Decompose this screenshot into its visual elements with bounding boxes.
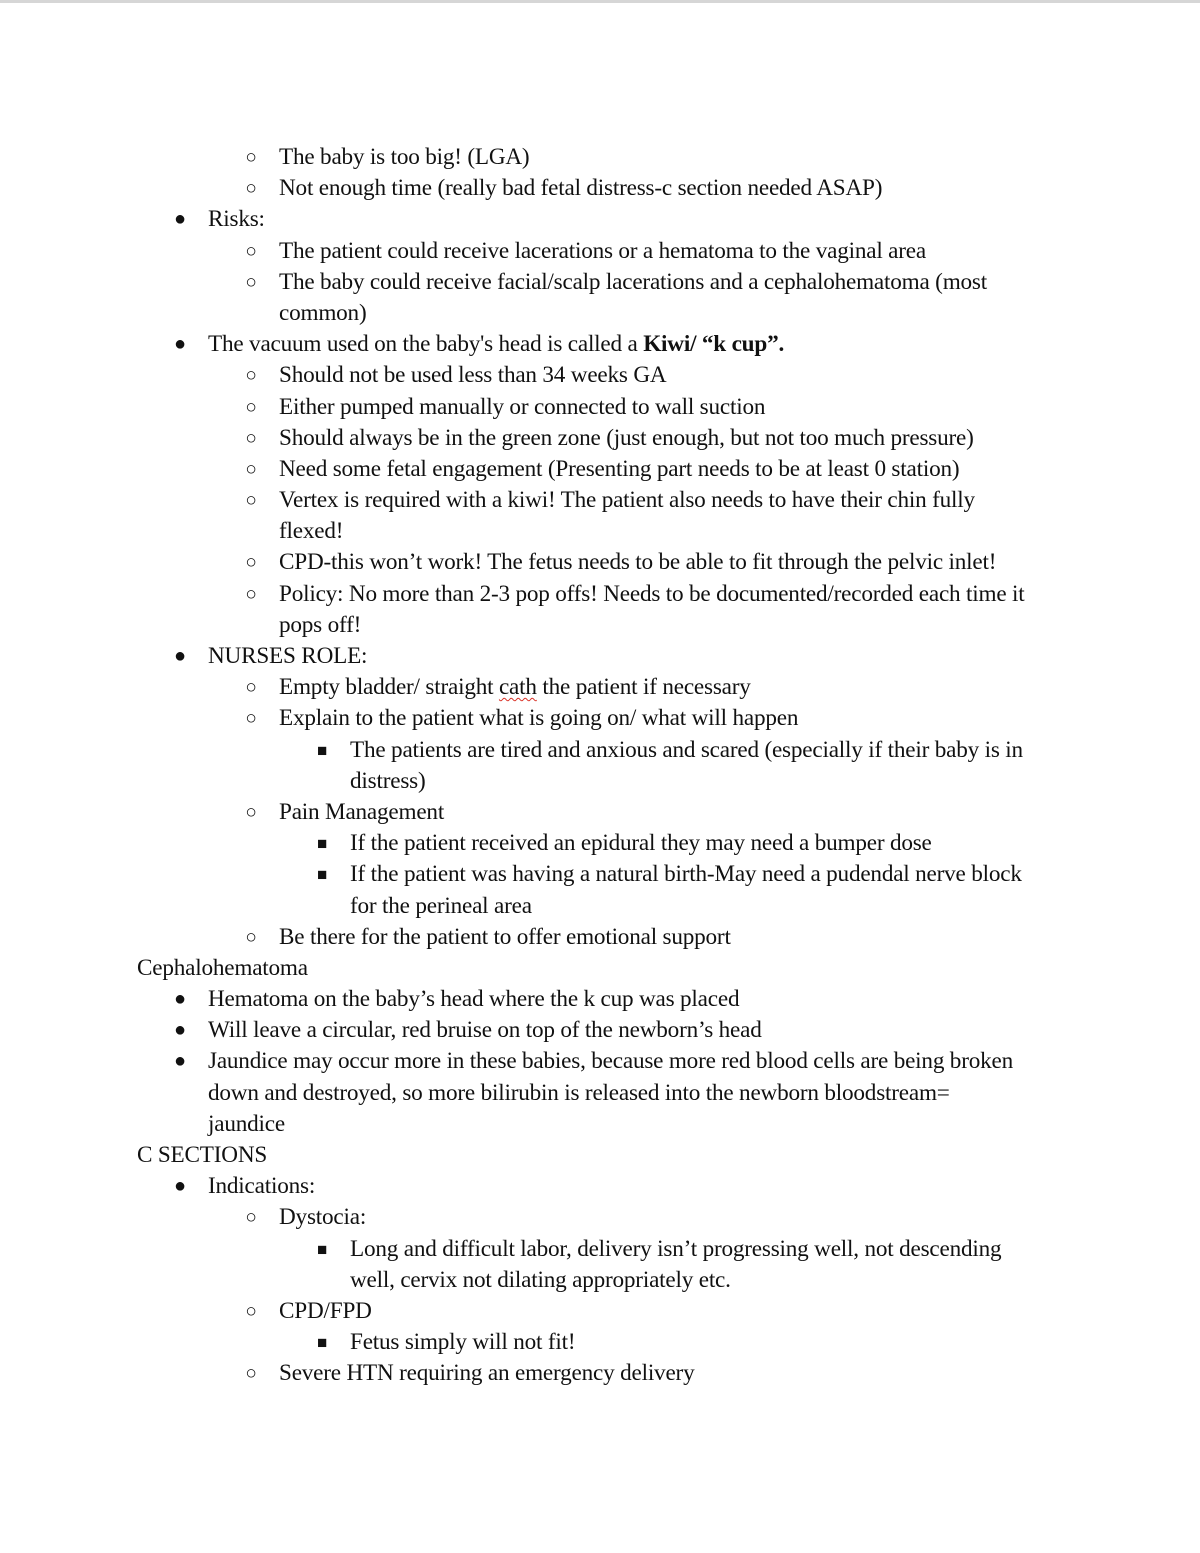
list-item: ○ Should not be used less than 34 weeks GA: [0, 360, 1200, 391]
circle-bullet-icon: ○: [245, 427, 257, 449]
circle-bullet-icon: ○: [245, 1207, 257, 1229]
list-item: ○ Dystocia:: [0, 1202, 1200, 1233]
square-bullet-icon: ■: [316, 1333, 328, 1353]
circle-bullet-icon: ○: [245, 458, 257, 480]
circle-bullet-icon: ○: [245, 583, 257, 605]
disc-bullet-icon: ●: [174, 1050, 186, 1073]
list-item: ○ Severe HTN requiring an emergency delivery: [0, 1358, 1200, 1389]
list-item: ○ The baby could receive facial/scalp lacerations and a cephalohematoma (most: [0, 267, 1200, 298]
top-border: [0, 0, 1200, 3]
circle-bullet-icon: ○: [245, 552, 257, 574]
list-item: ○ CPD/FPD: [0, 1296, 1200, 1327]
list-item: ○ The patient could receive lacerations or a hematoma to the vaginal area: [0, 236, 1200, 267]
disc-bullet-icon: ●: [174, 1175, 186, 1198]
list-item: ○ CPD-this won’t work! The fetus needs to be able to fit through the pelvic inlet!: [0, 547, 1200, 578]
disc-bullet-icon: ●: [174, 208, 186, 231]
disc-bullet-icon: ●: [174, 333, 186, 356]
list-item-continuation: well, cervix not dilating appropriately etc.: [350, 1266, 731, 1293]
list-item: ○ Pain Management: [0, 797, 1200, 828]
list-item: ● The vacuum used on the baby's head is called a Kiwi/ “k cup”.: [0, 329, 1200, 360]
spellcheck-flagged-word[interactable]: cath: [498, 674, 537, 701]
list-item-continuation: distress): [350, 767, 426, 794]
list-item: ○ Be there for the patient to offer emotional support: [0, 922, 1200, 953]
kiwi-term: Kiwi/ “k cup”.: [643, 331, 785, 358]
circle-bullet-icon: ○: [245, 271, 257, 293]
list-item: ■ Long and difficult labor, delivery isn’t progressing well, not descending: [0, 1234, 1200, 1265]
circle-bullet-icon: ○: [245, 1300, 257, 1322]
list-item: ● Risks:: [0, 204, 1200, 235]
section-heading-cephalohematoma: Cephalohematoma: [137, 954, 308, 981]
list-item-continuation: flexed!: [279, 518, 344, 545]
list-item: ○ Empty bladder/ straight cath the patient if necessary: [0, 672, 1200, 703]
circle-bullet-icon: ○: [245, 801, 257, 823]
disc-bullet-icon: ●: [174, 645, 186, 667]
square-bullet-icon: ■: [316, 740, 328, 760]
list-item: ■ If the patient received an epidural they may need a bumper dose: [0, 828, 1200, 859]
circle-bullet-icon: ○: [245, 677, 257, 699]
list-item: ○ Should always be in the green zone (just enough, but not too much pressure): [0, 423, 1200, 454]
disc-bullet-icon: ●: [174, 1019, 186, 1042]
list-item-continuation: down and destroyed, so more bilirubin is released into the newborn bloodstream=: [208, 1079, 950, 1106]
list-item: ○ The baby is too big! (LGA): [0, 142, 1200, 173]
list-item-continuation: pops off!: [279, 611, 362, 638]
circle-bullet-icon: ○: [245, 240, 257, 262]
circle-bullet-icon: ○: [245, 926, 257, 948]
list-item: ● Indications:: [0, 1171, 1200, 1202]
square-bullet-icon: ■: [316, 865, 328, 885]
circle-bullet-icon: ○: [245, 1363, 257, 1385]
list-item: ● NURSES ROLE:: [0, 641, 1200, 672]
list-item: ○ Policy: No more than 2-3 pop offs! Needs to be documented/recorded each time it: [0, 579, 1200, 610]
square-bullet-icon: ■: [316, 1239, 328, 1259]
list-item: ○ Either pumped manually or connected to wall suction: [0, 392, 1200, 423]
circle-bullet-icon: ○: [245, 490, 257, 512]
list-item-continuation: jaundice: [208, 1110, 285, 1137]
circle-bullet-icon: ○: [245, 147, 257, 168]
list-item: ■ The patients are tired and anxious and scared (especially if their baby is in: [0, 735, 1200, 766]
list-item: ● Will leave a circular, red bruise on top of the newborn’s head: [0, 1015, 1200, 1046]
list-item: ○ Explain to the patient what is going on/ what will happen: [0, 703, 1200, 734]
circle-bullet-icon: ○: [245, 708, 257, 730]
disc-bullet-icon: ●: [174, 988, 186, 1011]
list-item: ■ If the patient was having a natural birth-May need a pudendal nerve block: [0, 859, 1200, 890]
list-item: ○ Not enough time (really bad fetal distress-c section needed ASAP): [0, 173, 1200, 204]
square-bullet-icon: ■: [316, 834, 328, 854]
list-item-continuation: for the perineal area: [350, 892, 532, 919]
circle-bullet-icon: ○: [245, 365, 257, 387]
list-item: ● Jaundice may occur more in these babies, because more red blood cells are being broken: [0, 1046, 1200, 1077]
list-item-continuation: common): [279, 299, 367, 326]
document-page: [0, 142, 1200, 1390]
list-item: ■ Fetus simply will not fit!: [0, 1327, 1200, 1358]
circle-bullet-icon: ○: [245, 178, 257, 200]
section-heading-c-sections: C SECTIONS: [137, 1142, 268, 1168]
circle-bullet-icon: ○: [245, 396, 257, 418]
list-item: ○ Vertex is required with a kiwi! The patient also needs to have their chin fully: [0, 485, 1200, 516]
list-item: ○ Need some fetal engagement (Presenting part needs to be at least 0 station): [0, 454, 1200, 485]
list-item: ● Hematoma on the baby’s head where the k cup was placed: [0, 984, 1200, 1015]
